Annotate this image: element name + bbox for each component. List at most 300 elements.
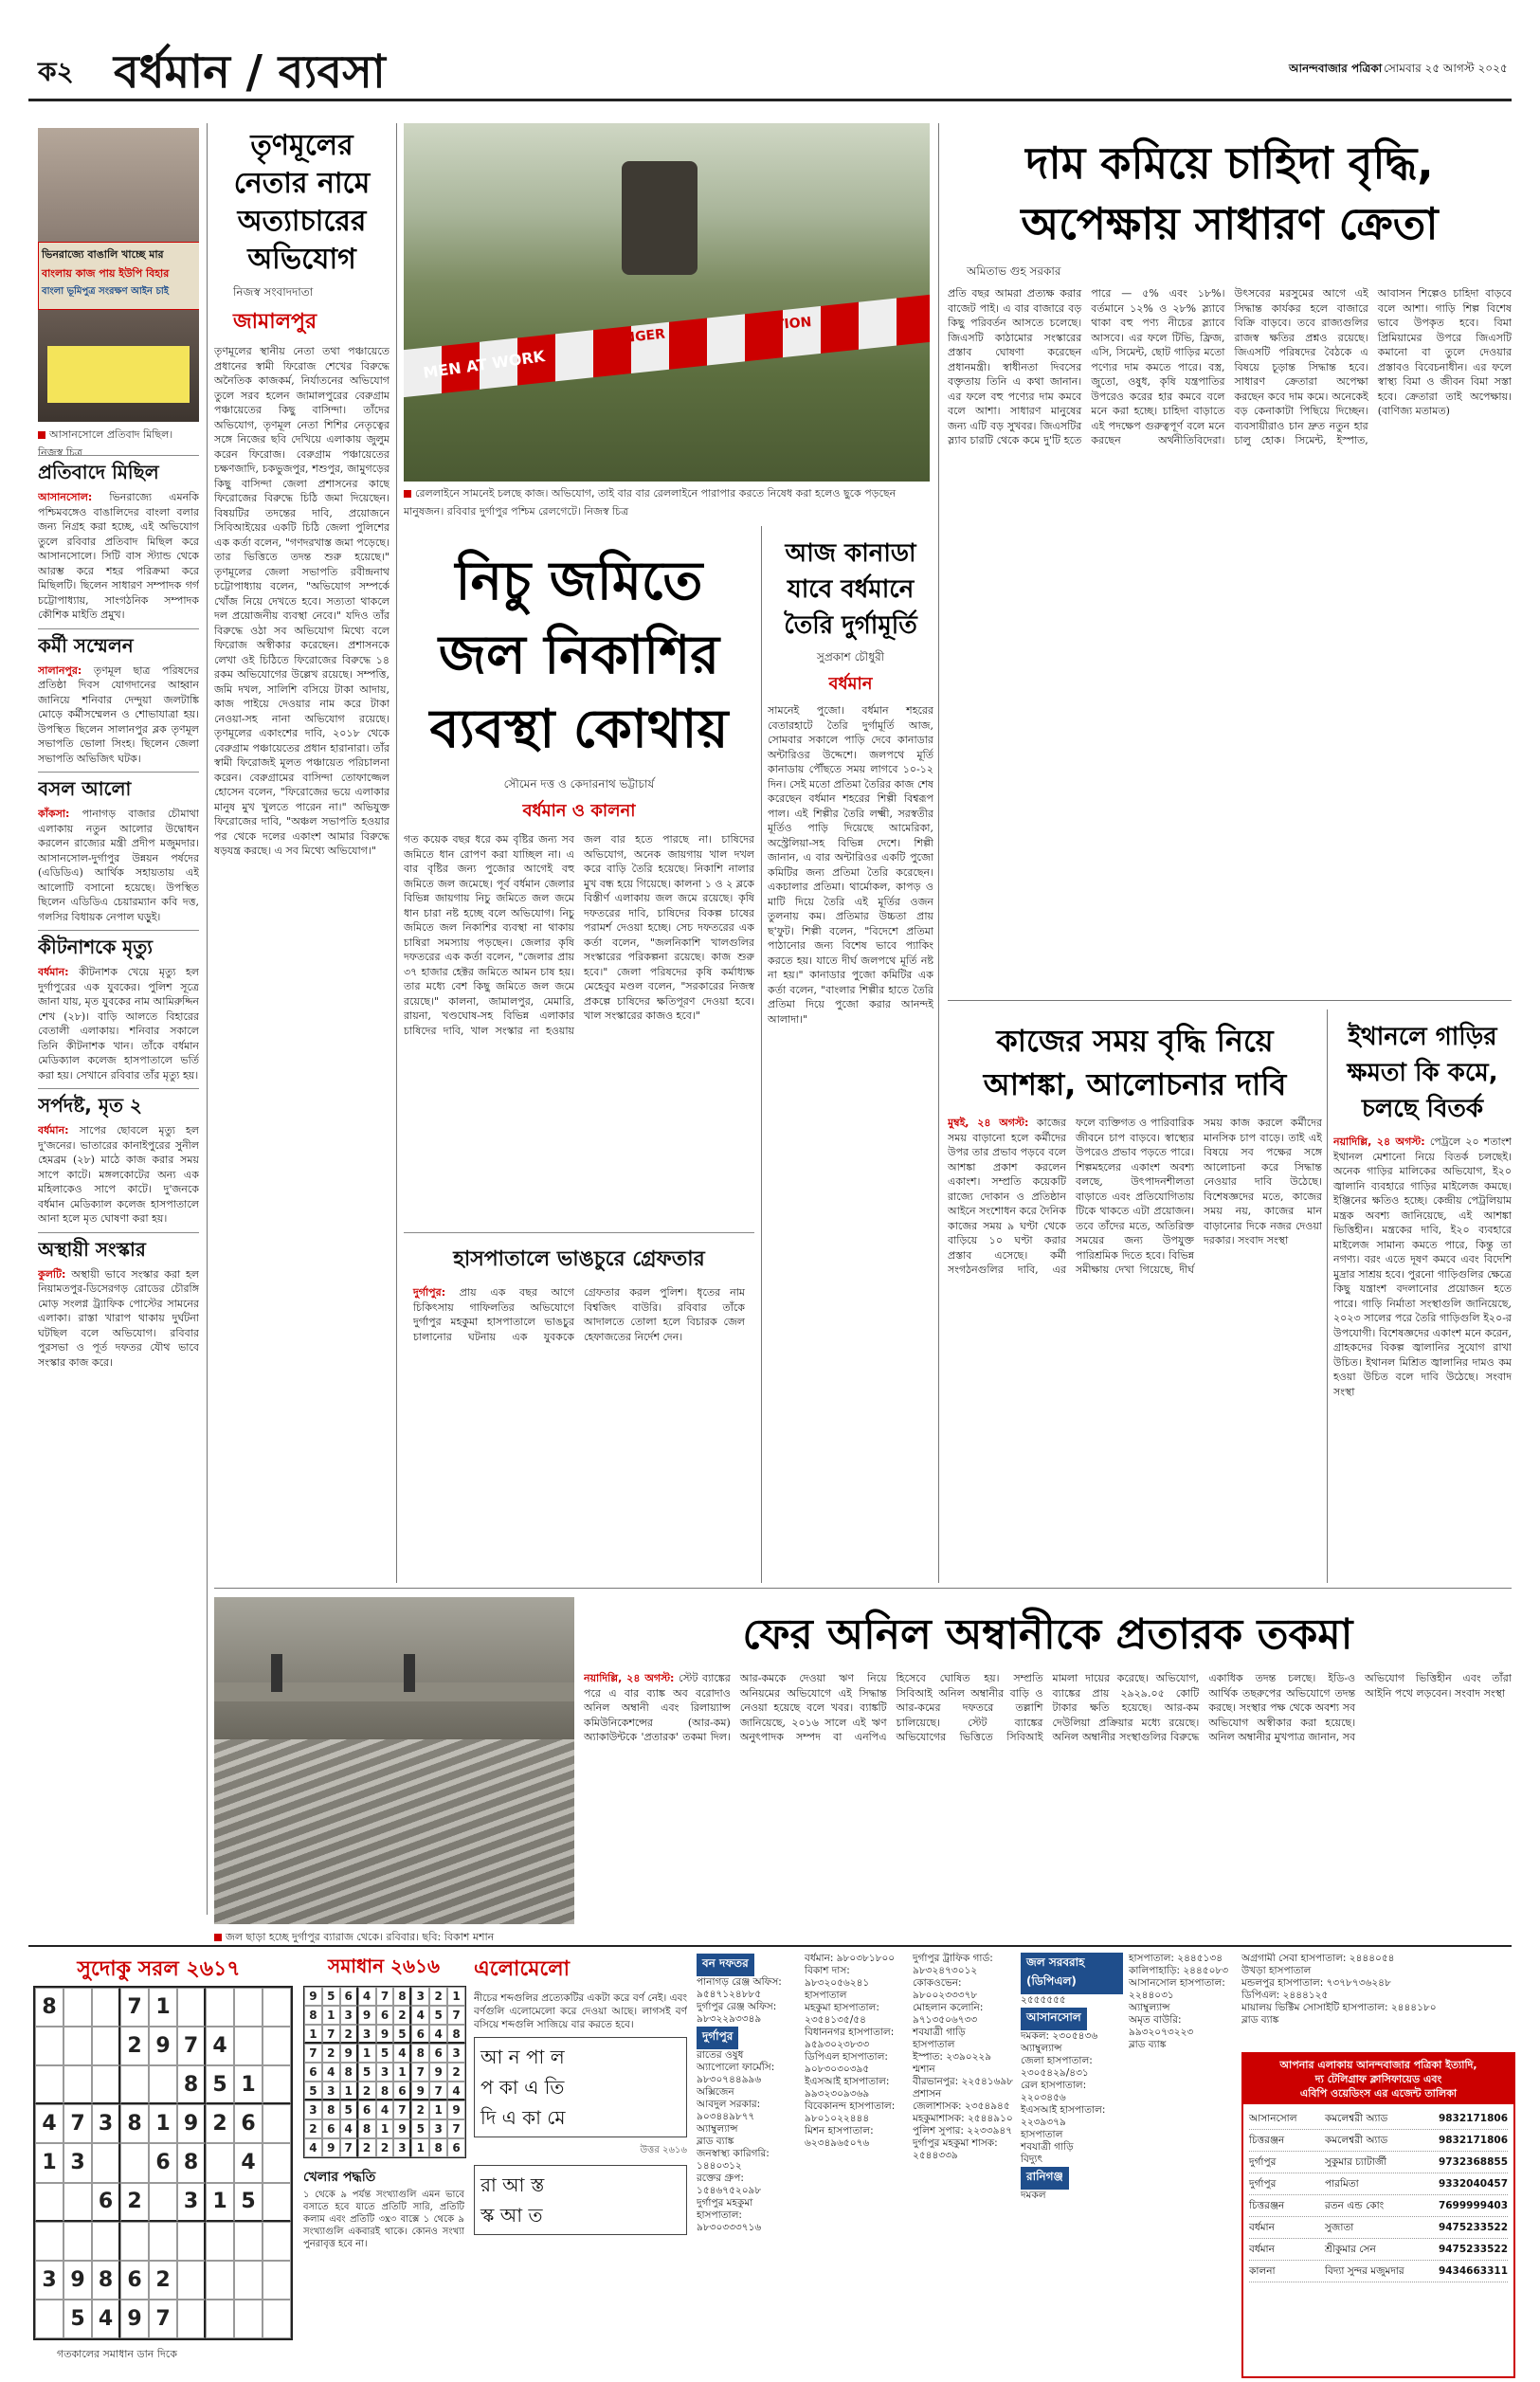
directory-entry: মোহলান কলোনি: ৯৭১৩৫০৬৭৩৩: [913, 2002, 984, 2026]
solution-cell: 4: [340, 2119, 358, 2138]
ad-row: [1249, 2152, 1508, 2173]
ad-agent: সুকুমার চ্যাটার্জী: [1325, 2156, 1387, 2168]
ad-row: [1249, 2195, 1508, 2217]
solution-cell: 7: [376, 1987, 394, 2006]
sudoku-cell[interactable]: [234, 2261, 263, 2300]
solution-cell: 9: [447, 2100, 465, 2119]
solution-cell: 9: [304, 1987, 322, 2006]
solution-cell: 4: [358, 1987, 376, 2006]
brief-2: কর্মী সম্মেলন সালানপুর: তৃণমূল ছাত্র পরিষদের প্রতিষ্ঠা দিবস যোগদানের আহ্বান জানিয়ে শনিবার দেন্দুয়া জলটাঙ্কি মোড়ে কর্মীসম্মেলন ও শোভাযাত্রা হয়। উপস্থিত ছিলেন সালানপুর ব্লক তৃণমূল সভাপতি ভোলা সিংহ। ছিলেন জেলা সভাপতি অভিজিৎ ঘটক।: [38, 628, 199, 767]
sudoku-cell[interactable]: [206, 2261, 234, 2300]
brief-title: অস্থায়ী সংস্কার: [38, 1232, 199, 1267]
section-title: বর্ধমান / ব্যবসা: [114, 45, 386, 99]
protest-photo: [38, 128, 199, 422]
solution-cell: 2: [304, 2119, 322, 2138]
directory-column: [1021, 1953, 1123, 2202]
sudoku-cell[interactable]: 8: [92, 2261, 120, 2300]
section-rule: [214, 1588, 1512, 1589]
sudoku-cell[interactable]: [35, 2183, 63, 2222]
sudoku-title: সুদোকু সরল ২৬১৭: [77, 1957, 241, 1981]
brief-4: কীটনাশকে মৃত্যু বর্ধমান: কীটনাশক খেয়ে মৃত্যু হল দুর্গাপুরের এক যুবকের। পুলিশ সূত্রে জানা যায়, মৃত যুবকের নাম আমিরুদ্দিন শেখ (২৮)। বাড়ি আলতে বিহারের বেতালী এলাকায়। শনিবার সকালে তিনি কীটনাশক খান। তাঁকে বর্ধমান মেডিক্যাল কলেজ হাসপাতালে ভর্তি করা হয়। সেখানে রবিবার তাঁর মৃত্যু হয়।: [38, 930, 199, 1082]
rail-photo: [404, 123, 930, 482]
directory-entry: দুর্গাপুর ট্রাফিক গার্ড: ৯৮৩২৪৭৩০১২: [913, 1953, 993, 1976]
ad-agent: কমলেশ্বরী অ্যাড: [1325, 2135, 1388, 2146]
directory-entry: দুর্গাপুর মহকুমা হাসপাতাল: ৯৮৩০৩৩৩৭১৬: [697, 2197, 762, 2233]
directory-entry: জনস্বাস্থ্য কারিগরি: ১৪৪০৩১২: [697, 2148, 770, 2172]
issue-date: সোমবার ২৫ আগস্ট ২০২৫: [1384, 62, 1508, 75]
sudoku-cell[interactable]: 2: [149, 2261, 177, 2300]
solution-cell: 3: [447, 2044, 465, 2063]
solution-cell: 6: [358, 2100, 376, 2119]
ad-phone: 9332040457: [1438, 2178, 1508, 2190]
sudoku-cell[interactable]: [120, 2065, 149, 2104]
solution-cell: 9: [411, 2082, 429, 2100]
solution-cell: 7: [447, 2006, 465, 2025]
solution-cell: 1: [322, 2006, 340, 2025]
directory-entry: অ্যাপোলো ফার্মেসি: ৯৮৩০৭৪৪৯৯৬: [697, 2062, 775, 2085]
barrage-caption: জল ছাড়া হচ্ছে দুর্গাপুর ব্যারাজ থেকে। রবিবার। ছবি: বিকাশ মশান: [214, 1929, 574, 1947]
ad-phone: 7699999403: [1438, 2200, 1508, 2211]
solution-cell: 9: [376, 2025, 394, 2044]
bottom-rule: [28, 1945, 1512, 1947]
sudoku-cell[interactable]: 7: [177, 2027, 206, 2065]
ad-agent: সুজাতা: [1325, 2222, 1354, 2233]
solution-cell: 3: [358, 2025, 376, 2044]
anil-story: ফের অনিল অম্বানীকে প্রতারক তকমা নয়াদিল্লি, ২৪ অগস্ট: স্টেট ব্যাঙ্কের পরে এ বার ব্যাঙ্ক অব বরোদাও অনিল অম্বানী এবং রিলায়্যান্স কমিউনিকেশন্সের (আর-কম) অ্যাকাউন্টকে 'প্রতারক' তকমা দিল। আর-কমকে দেওয়া ঋণ নিয়ে অনিয়মের অভিযোগে এই সিদ্ধান্ত নেওয়া হয়েছে বলে খবর। ব্যাঙ্কটি জানিয়েছে, ২০১৬ সালে এই ঋণ অনুৎপাদক সম্পদ বা এনপিএ হিসেবে ঘোষিত হয়। সম্প্রতি সিবিআই অনিল অম্বানীর বাড়ি ও আর-কমের দফতরে তল্লাশি চালিয়েছে। স্টেট ব্যাঙ্কের অভিযোগের ভিত্তিতে সিবিআই মামলা দায়ের করেছে। অভিযোগ, ব্যাঙ্কের প্রায় ২৯২৯.০৫ কোটি টাকার ক্ষতি হয়েছে। আর-কম দেউলিয়া প্রক্রিয়ার মধ্যে রয়েছে। অনিল অম্বানীর সংস্থাগুলির বিরুদ্ধে একাধিক তদন্ত চলছে। ইডি-ও আর্থিক তছরুপের অভিযোগে তদন্ত করছে। সংস্থার পক্ষ থেকে অবশ্য সব অভিযোগ অস্বীকার করা হয়েছে। অনিল অম্বানীর মুখপাত্র জানান, সব অভিযোগ ভিত্তিহীন এবং তাঁরা আইনি পথে লড়বেন। সংবাদ সংস্থা: [584, 1597, 1512, 1938]
directory-entry: ব্লাড ব্যাঙ্ক: [1241, 2014, 1279, 2026]
sudoku-cell[interactable]: [206, 2143, 234, 2182]
sudoku-cell[interactable]: 1: [35, 2143, 63, 2182]
directory-entry: মহকুমা হাসপাতাল: ২৩৫৪১৩৫/৫৪: [805, 2002, 879, 2026]
ad-phone: 9475233522: [1438, 2244, 1508, 2255]
sudoku-cell[interactable]: 8: [35, 1988, 63, 2027]
solution-cell: 8: [393, 1987, 411, 2006]
sudoku-cell[interactable]: [177, 2222, 206, 2261]
sudoku-cell[interactable]: 3: [177, 2183, 206, 2222]
solution-cell: 1: [447, 1987, 465, 2006]
tmc-story: [214, 123, 390, 1583]
solution-cell: 2: [429, 1987, 447, 2006]
solution-cell: 9: [322, 2138, 340, 2157]
directory-heading: দুর্গাপুর: [697, 2027, 738, 2049]
solution-cell: 8: [340, 2063, 358, 2082]
sudoku-cell[interactable]: 8: [177, 2143, 206, 2182]
agent-ad-box: [1241, 2052, 1515, 2378]
price-story: [948, 123, 1512, 995]
sudoku-cell[interactable]: [263, 2300, 291, 2338]
brief-title: কীটনাশকে মৃত্যু: [38, 930, 199, 965]
solution-cell: 8: [376, 2082, 394, 2100]
directory-entry: রাতের ওষুধ: [697, 2049, 744, 2061]
sudoku-cell[interactable]: 7: [63, 2104, 92, 2143]
banner-line-2: বাংলায় কাজ পায় ইউপি বিহার: [42, 267, 170, 280]
directory-entry: উখড়া হাসপাতাল: [1241, 1965, 1312, 1976]
banner-line-3: বাংলা ভূমিপুত্র সংরক্ষণ আইন চাই: [42, 286, 169, 297]
sudoku-cell[interactable]: 6: [92, 2183, 120, 2222]
directory-entry: কোকওভেন: ৯৮০০২৩৩৩৭৮: [913, 1977, 978, 2001]
price-headline: দাম কমিয়ে চাহিদা বৃদ্ধি, অপেক্ষায় সাধারণ ক্রেতা: [1021, 137, 1439, 249]
solution-cell: 3: [340, 2006, 358, 2025]
ad-area: কালনা: [1249, 2265, 1276, 2277]
directory-entry: মন্ডলপুর হাসপাতাল: ৭৩৭৮৭৩৬২৪৮: [1241, 1977, 1391, 1989]
tmc-dateline: জামালপুর: [233, 310, 317, 334]
directory-entry: আসানসোল হাসপাতাল: ২২৪৪০৩১: [1129, 1977, 1225, 2001]
solution-cell: 4: [322, 2063, 340, 2082]
directory-heading: আসানসোল: [1021, 2008, 1087, 2030]
idol-body: সামনেই পুজো। বর্ধমান শহরের বেতারহাটে তৈরি দুর্গামূর্তি আজ, সোমবার সকালে পাড়ি দেবে কানাডার অন্টারিওর উদ্দেশে। জলপথে মূর্তি কানাডায় পৌঁছতে সময় লাগবে ১০-১২ দিন। সেই মতো প্রতিমা তৈরির কাজ শেষ করেছেন বর্ধমান শহরের শিল্পী বিশ্বরূপ পাল। এই শিল্পীর তৈরি লক্ষ্মী, সরস্বতীর মূর্তিও পাড়ি দিয়েছে আমেরিকা, অস্ট্রেলিয়া-সহ বিভিন্ন দেশে। শিল্পী জানান, এ বার অন্টারিওর একটি পুজো কমিটির জন্য প্রতিমা তৈরি করেছেন। একচালার প্রতিমা। থার্মোকল, কাপড় ও মাটি দিয়ে তৈরি এই মূর্তির ওজন তুলনায় কম। প্রতিমার উচ্চতা প্রায় ছ'ফুট। শিল্পী বলেন, "বিদেশে প্রতিমা পাঠানোর জন্য বিশেষ ভাবে প্যাকিং করতে হয়। যাতে দীর্ঘ জলপথে মূর্তি নষ্ট না হয়।" কানাডার পুজো কমিটির এক কর্তা বলেন, "বাংলার শিল্পীর হাতে তৈরি প্রতিমা দিয়ে পুজো করার আনন্দই আলাদা।": [768, 704, 933, 1026]
solution-cell: 9: [393, 2119, 411, 2138]
directory-entry: বিধাননগর হাসপাতাল: ৯৫৯৩০২৩৮৩৩: [805, 2027, 895, 2050]
solution-cell: 6: [447, 2138, 465, 2157]
solution-cell: 6: [393, 2082, 411, 2100]
sudoku-cell[interactable]: 9: [120, 2300, 149, 2338]
ad-agent: শ্রীকুমার সেন: [1325, 2244, 1376, 2255]
solution-cell: 2: [358, 2138, 376, 2157]
ad-area: দুর্গাপুর: [1249, 2156, 1277, 2168]
sudoku-cell[interactable]: [92, 2065, 120, 2104]
tmc-body: তৃণমূলের স্থানীয় নেতা তথা পঞ্চায়েতে প্রধানের স্বামী ফিরোজ শেখের বিরুদ্ধে অনৈতিক কাজকর্ম, নির্যাতনের অভিযোগ তুলে সরব হলেন জামালপুরের বেরুগ্রাম পঞ্চায়েতের কিছু বাসিন্দা। তাঁদের অভিযোগ, তৃণমূল নেতা শিশির নেতৃত্বের সঙ্গে নিজের ছবি দেখিয়ে এলাকায় জুলুম করেন ফিরোজ। বেরুগ্রাম পঞ্চায়েতের চক্ষণজাদি, চকভুজপুর, শশুপুর, জামুগড়ের কিছু বাসিন্দা জেলা প্রশাসনের কাছে ফিরোজের বিরুদ্ধে চিঠি জমা দিয়েছেন। বিষয়টির তদন্তের দাবি, প্রয়োজনে সিবিআইয়ের একটি চিঠি জেলা পুলিশের এক কর্তা বলেন, "গণদরখাস্ত জমা পড়েছে। তার ভিত্তিতে তদন্ত শুরু হয়েছে।" তৃণমূলের জেলা সভাপতি রবীন্দ্রনাথ চট্টোপাধ্যায় বলেন, "অভিযোগ সম্পর্কে খোঁজ নিয়ে দেখতে হবে। সত্যতা থাকলে দল প্রয়োজনীয় ব্যবস্থা নেবে।" যদিও তাঁর বিরুদ্ধে ওঠা সব অভিযোগ মিথ্যে বলে ফিরোজ অস্বীকার করেছেন। প্রশাসনকে লেখা ওই চিঠিতে ফিরোজের বিরুদ্ধে ১৪ রকম অভিযোগের উল্লেখ রয়েছে। সম্পত্তি, জমি দখল, সালিশি বসিয়ে টাকা আদায়, কাজ পাইয়ে দেওয়ার নাম করে টাকা নেওয়া-সহ নানা অভিযোগ রয়েছে। তৃণমূলের একাংশের দাবি, ২০১৮ থেকে বেরুগ্রাম পঞ্চায়েতের প্রধান হারানারা। তাঁর স্বামী ফিরোজই মূলত পঞ্চায়েত পরিচালনা করেন। বেরুগ্রামের বাসিন্দা তোফাজ্জেল হোসেন বলেন, "ফিরোজের ভয়ে এলাকার মানুষ মুখ খুলতে পারেন না।" অভিযুক্ত ফিরোজের দাবি, "অঞ্চল সভাপতি হওয়ার পর থেকে দলের একাংশ আমার বিরুদ্ধে ষড়যন্ত্র করছে। এ সব মিথ্যে অভিযোগ।": [214, 345, 390, 857]
banner-line-1: ভিনরাজ্যে বাঙালি খাচ্ছে মার: [42, 248, 164, 261]
solution-cell: 6: [376, 2006, 394, 2025]
sudoku-cell[interactable]: 5: [234, 2183, 263, 2222]
directory-entry: জেলাশাসক: ২৩৫৪৯৪৫: [913, 2100, 1010, 2112]
directory-entry: অ্যাম্বুল্যান্স: [697, 2123, 738, 2135]
sudoku-cell[interactable]: 1: [206, 2183, 234, 2222]
sudoku-cell[interactable]: [63, 2183, 92, 2222]
sudoku-cell[interactable]: [177, 2300, 206, 2338]
sudoku-cell[interactable]: [206, 2300, 234, 2338]
jumble-box-2: [474, 2165, 687, 2235]
solution-cell: 3: [411, 1987, 429, 2006]
col-divider: [1327, 1009, 1328, 1583]
sudoku-cell[interactable]: [63, 2065, 92, 2104]
ad-title-2: দ্য টেলিগ্রাফ ক্লাসিফায়েড এবং: [1314, 2073, 1442, 2085]
directory-entry: ইএসআই হাসপাতাল: ৯৯৩২৩০৯৩৬৯: [805, 2076, 890, 2100]
directory-entry: আবদুল সরকার: ৯০৩৪৪৯৮৭৭: [697, 2099, 761, 2122]
drain-byline: সৌমেন দত্ত ও কেদারনাথ ভট্টাচার্য: [503, 777, 655, 791]
sudoku-cell[interactable]: [263, 2183, 291, 2222]
directory-entry: অমৃত বাউরি: ৯৯৩২০৭৩২২৩: [1129, 2014, 1194, 2038]
ad-area: চিত্তরঞ্জন: [1249, 2135, 1285, 2146]
solution-title: সমাধান ২৬১৬: [327, 1955, 441, 1977]
jumble-answer-hint: উত্তর ২৬১৬: [640, 2145, 687, 2155]
solution-cell: 7: [393, 2100, 411, 2119]
ad-agent: কমলেশ্বরী অ্যাড: [1325, 2113, 1388, 2124]
brief-5: সর্পদষ্ট, মৃত ২ বর্ধমান: সাপের ছোবলে মৃত্যু হল দু'জনের। ভাতারের কানাইপুরের সুনীল হেমব্রম (২৮) মাঠে কাজ করার সময় সাপে কাটে। মঙ্গলকোটের অন্য এক মহিলাকেও সাপে কাটে। দু'জনকে বর্ধমান মেডিক্যাল কলেজ হাসপাতালে আনা হলে মৃত ঘোষণা করা হয়।: [38, 1088, 199, 1227]
solution-cell: 3: [322, 2082, 340, 2100]
solution-cell: 4: [429, 2025, 447, 2044]
solution-cell: 2: [322, 2044, 340, 2063]
sudoku-cell[interactable]: [234, 1988, 263, 2027]
directory-entry: কালিপাহাড়ি: ২৪৪৫০৮৩: [1129, 1965, 1229, 1976]
sudoku-cell[interactable]: [206, 1988, 234, 2027]
directory-entry: দুর্গাপুর রেঞ্জ অফিস: ৯৮৩২২৯৩৩৪৯: [697, 2001, 777, 2025]
ad-title-1: আপনার এলাকায় আনন্দবাজার পত্রিকা ইত্যাদি,: [1279, 2059, 1477, 2071]
ad-phone: 9475233522: [1438, 2222, 1508, 2233]
ad-area: দুর্গাপুর: [1249, 2178, 1277, 2190]
sudoku-cell[interactable]: 1: [149, 1988, 177, 2027]
solution-cell: 1: [411, 2138, 429, 2157]
solution-cell: 1: [393, 2063, 411, 2082]
directory-heading: রানিগঞ্জ: [1021, 2167, 1069, 2190]
ad-row: [1249, 2173, 1508, 2195]
sudoku-cell[interactable]: [263, 2104, 291, 2143]
directory-column: [805, 1953, 907, 2150]
ad-agent: পারমিতা: [1325, 2178, 1359, 2190]
idol-headline: আজ কানাডা যাবে বর্ধমানে তৈরি দুর্গামূর্তি: [784, 539, 917, 640]
sudoku-cell[interactable]: [234, 2300, 263, 2338]
solution-cell: 6: [322, 2119, 340, 2138]
directory-entry: দুর্গাপুর মহকুমা শাসক: ২৫৪৪৩৩৯: [913, 2137, 998, 2161]
jumble-title: এলোমেলো: [474, 1957, 571, 1981]
solution-cell: 2: [358, 2082, 376, 2100]
solution-cell: 6: [340, 1987, 358, 2006]
solution-cell: 7: [429, 2082, 447, 2100]
sudoku-cell[interactable]: [177, 2261, 206, 2300]
sudoku-cell[interactable]: [263, 2143, 291, 2182]
solution-cell: 4: [304, 2138, 322, 2157]
sudoku-cell[interactable]: [63, 1988, 92, 2027]
sudoku-cell[interactable]: 9: [149, 2027, 177, 2065]
directory-entry: হাসপাতাল: [805, 1990, 847, 2001]
sudoku-cell[interactable]: [263, 2027, 291, 2065]
sudoku-cell[interactable]: 4: [206, 2027, 234, 2065]
ad-phone: 9832171806: [1438, 2113, 1508, 2124]
directory-entry: রক্তের গ্রুপ: ১৫৪৬৭৫২০৯৮: [697, 2173, 762, 2196]
jumble-word: প কা এ তি: [480, 2076, 565, 2099]
ad-phone: 9732368855: [1438, 2156, 1508, 2168]
drain-dateline: বর্ধমান ও কালনা: [522, 801, 636, 821]
solution-cell: 3: [429, 2119, 447, 2138]
masthead-rule: [28, 99, 1512, 101]
brief-1: প্রতিবাদে মিছিল আসানসোল: ভিনরাজ্যে এমনকি পশ্চিমবঙ্গেও বাঙালিদের বাংলা বলার জন্য নিগ্রহ করা হচ্ছে, এই অভিযোগ তুলে রবিবার প্রতিবাদ মিছিল করে আসানসোলে। সিটি বাস স্ট্যান্ড থেকে আরম্ভ করে শহর পরিক্রমা করে মিছিলটি। ছিলেন সাধারণ সম্পাদক গর্গ চট্টোপাধ্যায়, সাংগঠনিক সম্পাদক কৌশিক মাইতি প্রমুখ।: [38, 455, 199, 623]
sudoku-grid[interactable]: [33, 1986, 293, 2340]
directory-entry: ইএসআই হাসপাতাল: ২২৩৯৩৭৯: [1021, 2104, 1106, 2128]
directory-entry: মহকুমাশাসক: ২৫৪৪৯১০: [913, 2113, 1013, 2124]
sudoku-cell[interactable]: 4: [234, 2143, 263, 2182]
solution-cell: 2: [376, 2138, 394, 2157]
price-byline: অমিতাভ গুহ সরকার: [967, 264, 1061, 278]
sudoku-cell[interactable]: [263, 2065, 291, 2104]
solution-cell: 8: [447, 2025, 465, 2044]
sudoku-cell[interactable]: [35, 2300, 63, 2338]
directory-entry: দমকল: ২৩০৫৪৩৬: [1021, 2030, 1098, 2042]
sudoku-cell[interactable]: [92, 2027, 120, 2065]
directory-entry: হাসপাতাল: [913, 2039, 955, 2050]
sudoku-cell[interactable]: 3: [35, 2261, 63, 2300]
sudoku-credit: গতকালের সমাধান ডান দিকে: [57, 2348, 177, 2360]
ad-agent: রতন এন্ড কোং: [1325, 2200, 1385, 2211]
sudoku-cell[interactable]: [234, 2027, 263, 2065]
price-body: প্রতি বছর আমরা প্রত্যক্ষ করার বাজেট পাই। এ বার বাজারে বড় কিছু পরিবর্তন আসতে চলেছে। জিএসটি কাঠামোর সংস্কারের প্রস্তাব ঘোষণা করেছেন প্রধানমন্ত্রী। স্বাধীনতা দিবসের বক্তৃতায় তিনি এ কথা জানান। এর ফলে বহু পণ্যের দাম কমবে বলে আশা। সাধারণ মানুষের জন্য এটি বড় সুখবর। জিএসটির স্ল্যাব চারটি থেকে কমে দু'টি হতে পারে — ৫% এবং ১৮%। বর্তমানে ১২% ও ২৮% স্ল্যাবে থাকা বহু পণ্য নীচের স্ল্যাবে আসবে। এর ফলে টিভি, ফ্রিজ, এসি, সিমেন্ট, ছোট গাড়ির মতো পণ্যের দাম কমতে পারে। বস্ত্র, জুতো, ওষুধ, কৃষি যন্ত্রপাতির উপরেও করের হার কমবে বলে মনে করা হচ্ছে। চাহিদা বাড়াতে এই পদক্ষেপ গুরুত্বপূর্ণ বলে মনে করছেন অর্থনীতিবিদেরা। উৎসবের মরসুমের আগে এই সিদ্ধান্ত কার্যকর হলে বাজারে বিক্রি বাড়বে। তবে রাজ্যগুলির রাজস্ব ক্ষতির প্রশ্নও রয়েছে। জিএসটি পরিষদের বৈঠকে এ বিষয়ে চূড়ান্ত সিদ্ধান্ত হবে। সাধারণ ক্রেতারা অপেক্ষা করছেন কবে দাম কমে। অনেকেই বড় কেনাকাটা পিছিয়ে দিচ্ছেন। ব্যবসায়ীরাও চান দ্রুত নতুন হার চালু হোক। সিমেন্ট, ইস্পাত, আবাসন শিল্পেও চাহিদা বাড়বে বলে আশা। গাড়ি শিল্প বিশেষ ভাবে উপকৃত হবে। বিমা প্রিমিয়ামের উপরে জিএসটি কমানো বা তুলে দেওয়ার প্রস্তাবও বিবেচনাধীন। এর ফলে স্বাস্থ্য বিমা ও জীবন বিমা সস্তা হবে। ক্রেতারা তাই অপেক্ষায়। (বাণিজ্য মতামত): [948, 287, 1512, 446]
solution-cell: 7: [340, 2138, 358, 2157]
solution-cell: 8: [429, 2138, 447, 2157]
brief-title: সর্পদষ্ট, মৃত ২: [38, 1088, 199, 1123]
solution-cell: 9: [429, 2063, 447, 2082]
ad-area: বর্ধমান: [1249, 2222, 1275, 2233]
directory-column: [913, 1953, 1015, 2162]
ad-row: [1249, 2108, 1508, 2130]
hospital-title: হাসপাতালে ভাঙচুরে গ্রেফতার: [453, 1247, 705, 1271]
solution-cell: 8: [358, 2119, 376, 2138]
ad-rows: [1243, 2104, 1513, 2286]
directory-entry: ডিপিএল হাসপাতাল: ৯০৮৩০৩০৩৯৫: [805, 2051, 888, 2075]
solution-cell: 7: [322, 2025, 340, 2044]
sudoku-cell[interactable]: 9: [177, 2104, 206, 2143]
directory-entry: রেল হাসপাতাল: ২২০৩৪৫৬: [1021, 2080, 1087, 2103]
solution-cell: 7: [304, 2044, 322, 2063]
page-number: ক২: [38, 56, 74, 87]
ad-title-3: এবিপি ওয়েডিংস এর এজেন্ট তালিকা: [1299, 2087, 1458, 2100]
sudoku-cell[interactable]: 7: [149, 2300, 177, 2338]
directory-entry: ডিপিএল: ২৪৪৪১২৫: [1241, 1990, 1329, 2001]
sudoku-cell[interactable]: 5: [63, 2300, 92, 2338]
ad-row: [1249, 2130, 1508, 2152]
work-story: কাজের সময় বৃদ্ধি নিয়ে আশঙ্কা, আলোচনার দাবি মুম্বই, ২৪ অগস্ট: কাজের সময় বাড়ানো হলে কর্মীদের উপর তার প্রভাব পড়বে বলে আশঙ্কা প্রকাশ করলেন একাংশ। সম্প্রতি কয়েকটি রাজ্যে দোকান ও প্রতিষ্ঠান আইনে সংশোধন করে দৈনিক কাজের সময় ৯ ঘণ্টা থেকে বাড়িয়ে ১০ ঘণ্টা করার প্রস্তাব এসেছে। কর্মী সংগঠনগুলির দাবি, এর ফলে ব্যক্তিগত ও পারিবারিক জীবনে চাপ বাড়বে। স্বাস্থ্যের উপরেও প্রভাব পড়তে পারে। শিল্পমহলের একাংশ অবশ্য বলছে, উৎপাদনশীলতা বাড়াতে এবং প্রতিযোগিতায় টিকে থাকতে এটা প্রয়োজন। তবে তাঁদের মতে, অতিরিক্ত সময়ের জন্য উপযুক্ত পারিশ্রমিক দিতে হবে। বিভিন্ন সমীক্ষায় দেখা গিয়েছে, দীর্ঘ সময় কাজ করলে কর্মীদের মানসিক চাপ বাড়ে। তাই এই বিষয়ে সব পক্ষের সঙ্গে আলোচনা করে সিদ্ধান্ত নেওয়ার দাবি উঠেছে। বিশেষজ্ঞদের মতে, কাজের সময় নয়, কাজের মান বাড়ানোর দিকে নজর দেওয়া দরকার। সংবাদ সংস্থা: [948, 1009, 1322, 1583]
directory-entry: জেলা হাসপাতাল: ২৩০৫৪২৯/৪৩১: [1021, 2055, 1093, 2079]
sudoku-cell[interactable]: [92, 1988, 120, 2027]
solution-cell: 4: [393, 2044, 411, 2063]
solution-cell: 2: [393, 2006, 411, 2025]
directory-entry: হাসপাতাল: [1021, 2129, 1063, 2140]
idol-byline: সুপ্রকাশ চৌধুরী: [816, 650, 885, 664]
col-divider: [396, 123, 397, 1583]
sudoku-cell[interactable]: [149, 2065, 177, 2104]
solution-cell: 1: [304, 2025, 322, 2044]
sudoku-cell[interactable]: 5: [206, 2065, 234, 2104]
rules-text: ১ থেকে ৯ পর্যন্ত সংখ্যাগুলি এমন ভাবে বসাতে হবে যাতে প্রতিটি সারি, প্রতিটি কলাম এবং প্রতিটি ৩x৩ বাক্সে ১ থেকে ৯ সংখ্যাগুলি একবারই থাকে। কোনও সংখ্যা পুনরাবৃত্ত হবে না।: [303, 2190, 464, 2249]
anil-headline: ফের অনিল অম্বানীকে প্রতারক তকমা: [742, 1610, 1353, 1659]
solution-cell: 5: [358, 2063, 376, 2082]
paper-name: আনন্দবাজার পত্রিকা: [1289, 62, 1383, 75]
sudoku-cell[interactable]: [120, 2222, 149, 2261]
rules-box: [303, 2166, 464, 2250]
solution-cell: 1: [376, 2119, 394, 2138]
ethanol-headline: ইথানলে গাড়ির ক্ষমতা কি কমে, চলছে বিতর্ক: [1347, 1023, 1498, 1123]
protest-caption: আসানসোলে প্রতিবাদ মিছিল। নিজস্ব চিত্র: [38, 428, 173, 459]
directory-entry: প্রশাসন: [913, 2088, 942, 2100]
jumble-word: আ ন পা ল: [480, 2046, 565, 2068]
solution-cell: 1: [429, 2100, 447, 2119]
directory-entry: শবযাত্রী গাড়ি: [913, 2027, 966, 2038]
brief-title: কর্মী সম্মেলন: [38, 628, 199, 664]
directory-entry: দমকল: [1021, 2190, 1046, 2201]
directory-entry: অক্সিজেন: [697, 2086, 734, 2098]
col-divider: [207, 123, 208, 1915]
drain-body: গত কয়েক বছর ধরে কম বৃষ্টির জন্য সব জমিতে ধান রোপণ করা যাচ্ছিল না। এ বার বৃষ্টির জন্য পুজোর আগেই বহু জমিতে জল জমেছে। পূর্ব বর্ধমান জেলার বিভিন্ন জায়গায় নিচু জমিতে জল জমে ধান চারা নষ্ট হচ্ছে বলে অভিযোগ। নিচু জমিতে জল নিকাশির ব্যবস্থা না থাকায় চাষিরা সমস্যায় পড়ছেন। জেলার কৃষি দফতরের এক কর্তা বলেন, "জেলার প্রায় ৩৭ হাজার হেক্টর জমিতে আমন চাষ হয়। তার মধ্যে বেশ কিছু জমিতে জল জমে রয়েছে।" কালনা, জামালপুর, মেমারি, রায়না, খণ্ডঘোষ-সহ বিভিন্ন এলাকার চাষিদের দাবি, খাল সংস্কার না হওয়ায় জল বার হতে পারছে না। চাষিদের অভিযোগ, অনেক জায়গায় খাল দখল করে বাড়ি তৈরি হয়েছে। নিকাশি নালার মুখ বন্ধ হয়ে গিয়েছে। কালনা ১ ও ২ ব্লকে বিস্তীর্ণ এলাকায় জল জমে রয়েছে। কৃষি দফতরের দাবি, চাষিদের বিকল্প চাষের পরামর্শ দেওয়া হচ্ছে। সেচ দফতরের এক কর্তা বলেন, "জলনিকাশি খালগুলির সংস্কারের পরিকল্পনা রয়েছে। কাজ শুরু হবে।" জেলা পরিষদের কৃষি কর্মাধ্যক্ষ মেহেবুব মণ্ডল বলেন, "সরকারের নিজস্ব প্রকল্পে চাষিদের ক্ষতিপূরণ দেওয়া হবে। খাল সংস্কারের কাজও হবে।": [404, 833, 754, 1037]
directory-entry: মায়ালয় ভিক্টিম সোসাইটি হাসপাতাল: ২৪৪৪১৮০: [1241, 2002, 1437, 2013]
jumble-intro: নীচের শব্দগুলির প্রত্যেকটির একটা করে বর্ণ নেই। এবং বর্ণগুলি এলোমেলো করে দেওয়া আছে। লাগসই বর্ণ বসিয়ে শব্দগুলি সাজিয়ে বার করতে হবে।: [474, 1992, 687, 2030]
sudoku-cell[interactable]: [263, 2222, 291, 2261]
solution-cell: 9: [340, 2044, 358, 2063]
jumble-word: রা আ স্ত: [480, 2173, 545, 2196]
sudoku-cell[interactable]: [149, 2222, 177, 2261]
jumble-word: স্ক আ ত: [480, 2204, 543, 2227]
brief-3: বসল আলো কাঁকসা: পানাগড় বাজার চৌমাথা এলাকায় নতুন আলোর উদ্বোধন করলেন রাজ্যের মন্ত্রী প্রদীপ মজুমদার। আসানসোল-দুর্গাপুর উন্নয়ন পর্ষদের (এডিডিএ) আর্থিক সহায়তায় এই আলোটি বসানো হয়েছে। উপস্থিত ছিলেন এডিডিএ চেয়ারম্যান কবি দত্ত, গলসির বিধায়ক নেপাল ঘড়ুই।: [38, 772, 199, 924]
sudoku-cell[interactable]: 8: [120, 2104, 149, 2143]
directory-entry: বর্ধমান: ৯৮০৩৮১৮০০: [805, 1953, 896, 1964]
directory-entry: ২৫৫৫৫৫৫: [1021, 1994, 1066, 2006]
sudoku-cell[interactable]: [206, 2222, 234, 2261]
brief-title: বসল আলো: [38, 772, 199, 807]
sudoku-cell[interactable]: 6: [120, 2261, 149, 2300]
ad-row: [1249, 2217, 1508, 2239]
tmc-headline: তৃণমূলের নেতার নামে অত্যাচারের অভিযোগ: [233, 129, 371, 276]
solution-cell: 6: [304, 2063, 322, 2082]
sudoku-cell[interactable]: [120, 2143, 149, 2182]
sudoku-cell[interactable]: 1: [234, 2065, 263, 2104]
work-headline: কাজের সময় বৃদ্ধি নিয়ে আশঙ্কা, আলোচনার দাবি: [983, 1023, 1287, 1102]
sudoku-cell[interactable]: [35, 2065, 63, 2104]
sudoku-cell[interactable]: 2: [120, 2027, 149, 2065]
masthead: [28, 38, 1512, 99]
directory-entry: ব্লাড ব্যাঙ্ক: [1129, 2039, 1167, 2050]
tmc-byline: নিজস্ব সংবাদদাতা: [233, 285, 314, 299]
solution-cell: 2: [340, 2025, 358, 2044]
solution-cell: 5: [393, 2025, 411, 2044]
barrage-photo: [214, 1597, 574, 1924]
brief-title: প্রতিবাদে মিছিল: [38, 455, 199, 490]
directory-entry: হাসপাতাল: ২৪৪৫১৩৪: [1129, 1953, 1223, 1964]
tape-text-1: MEN AT WORK: [422, 347, 547, 382]
sudoku-cell[interactable]: [149, 2183, 177, 2222]
sudoku-cell[interactable]: [63, 2027, 92, 2065]
sudoku-cell[interactable]: 1: [149, 2104, 177, 2143]
sudoku-cell[interactable]: 4: [35, 2104, 63, 2143]
ad-row: [1249, 2261, 1508, 2282]
sudoku-cell[interactable]: [35, 2222, 63, 2261]
sudoku-cell[interactable]: [234, 2222, 263, 2261]
sudoku-cell[interactable]: 6: [234, 2104, 263, 2143]
directory-heading: জল সরবরাহ (ডিপিএল): [1021, 1953, 1123, 1994]
solution-cell: 5: [376, 2044, 394, 2063]
solution-cell: 8: [322, 2100, 340, 2119]
sudoku-cell[interactable]: [92, 2143, 120, 2182]
sudoku-cell[interactable]: 8: [177, 2065, 206, 2104]
directory-entry: শ্মশান: [913, 2064, 935, 2075]
sudoku-cell[interactable]: 3: [63, 2143, 92, 2182]
sudoku-cell[interactable]: 6: [149, 2143, 177, 2182]
sudoku-cell[interactable]: [263, 2261, 291, 2300]
sudoku-cell[interactable]: [263, 1988, 291, 2027]
sudoku-cell[interactable]: 3: [92, 2104, 120, 2143]
solution-cell: 8: [304, 2006, 322, 2025]
solution-cell: 6: [411, 2025, 429, 2044]
tape-text-3: CAUTION: [744, 314, 813, 336]
sudoku-cell[interactable]: 7: [120, 1988, 149, 2027]
sudoku-cell[interactable]: 2: [120, 2183, 149, 2222]
jumble-word: দি এ কা মে: [480, 2106, 566, 2129]
sudoku-cell[interactable]: [63, 2222, 92, 2261]
sudoku-cell[interactable]: 4: [92, 2300, 120, 2338]
directory-col6-wrap: [1241, 1953, 1512, 2047]
sudoku-cell[interactable]: [35, 2027, 63, 2065]
jumble-section: [474, 1953, 687, 2370]
col-divider: [938, 123, 939, 1583]
solution-cell: 4: [411, 2006, 429, 2025]
solution-grid: [303, 1986, 466, 2158]
sudoku-cell[interactable]: [92, 2222, 120, 2261]
tape-text-2: DANGER: [602, 326, 666, 349]
sudoku-cell[interactable]: 2: [206, 2104, 234, 2143]
sudoku-cell[interactable]: [177, 1988, 206, 2027]
briefs-column: [38, 455, 199, 1915]
caption-marker: [38, 431, 45, 439]
rail-caption: রেললাইনে সামনেই চলছে কাজ। অভিযোগ, তাই বার বার রেললাইনে পারাপার করতে নিষেধ করা হলেও ছুকে পড়ছেন মানুষজন। রবিবার দুর্গাপুর পশ্চিম রেলগেটে। নিজস্ব চিত্র: [404, 487, 897, 518]
solution-cell: 1: [340, 2082, 358, 2100]
sudoku-cell[interactable]: 9: [63, 2261, 92, 2300]
directory-entry: বীরভানপুর: ২২৫৪১৬৯৮: [913, 2076, 1014, 2087]
